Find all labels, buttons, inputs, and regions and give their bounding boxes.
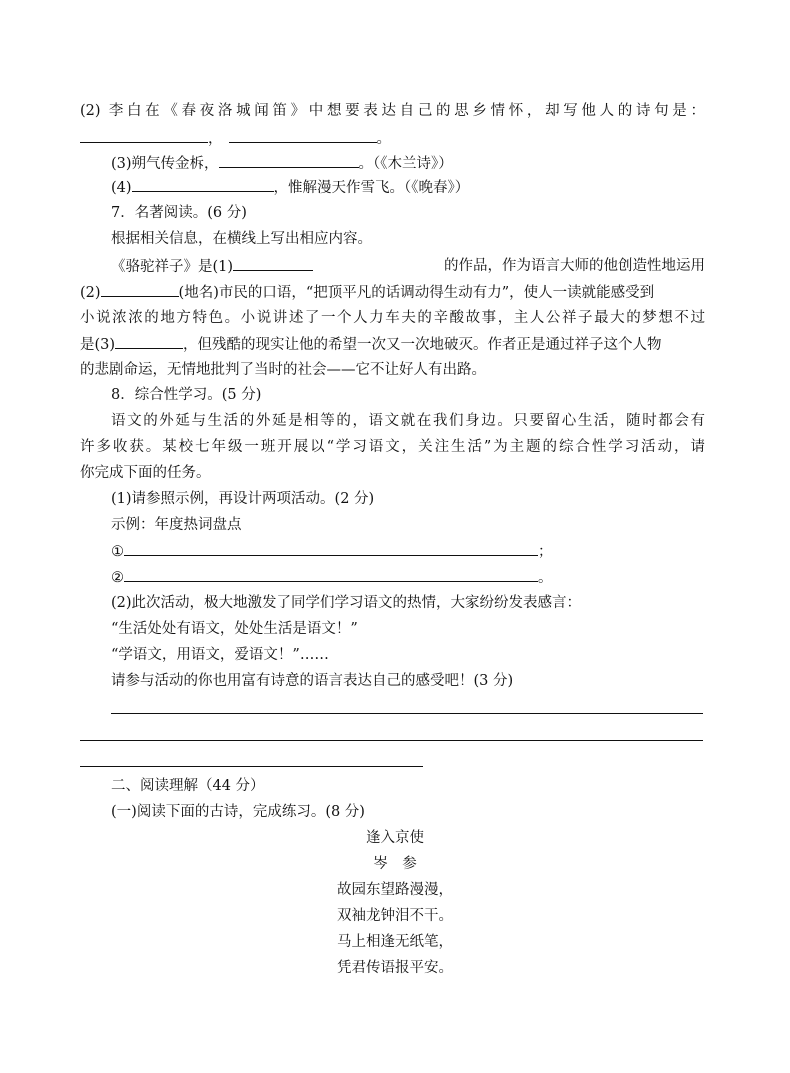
q8-blank-item1[interactable] xyxy=(124,541,538,556)
q8-para-2: 许多收获。某校七年级一班开展以“学习语文，关注生活”为主题的综合性学习活动，请 xyxy=(80,439,705,455)
q2-blank-1[interactable] xyxy=(80,128,208,143)
q8-sub2: (2)此次活动，极大地激发了同学们学习语文的热情，大家纷纷发表感言： xyxy=(111,595,582,611)
q3-line xyxy=(111,153,453,174)
q8-example: 示例：年度热词盘点 xyxy=(111,517,242,533)
q3-prefix: (3)朔气传金柝， xyxy=(111,156,219,172)
q8-item2-marker: ② xyxy=(111,570,124,586)
q8-item1-end: ； xyxy=(538,544,553,560)
q7-line-1 xyxy=(111,256,705,277)
q3-blank[interactable] xyxy=(219,153,359,168)
q8-item-2 xyxy=(111,567,553,588)
answer-line-2[interactable] xyxy=(80,740,703,741)
q3-suffix: 。（《木兰诗》） xyxy=(358,156,453,172)
q7-l4a: 是(3) xyxy=(80,337,116,353)
q7-blank-2[interactable] xyxy=(101,282,179,297)
q4-suffix: ，惟解漫天作雪飞。（《晚春》） xyxy=(273,180,470,196)
q8-item-1 xyxy=(111,541,553,562)
q2-end: 。 xyxy=(376,131,391,147)
q8-prompt: 请参与活动的你也用富有诗意的语言表达自己的感受吧！(3 分) xyxy=(111,673,514,689)
q7-title: 7．名著阅读。(6 分) xyxy=(111,205,247,221)
poem-line-1: 故园东望路漫漫， xyxy=(337,882,453,898)
q7-l4b: ，但残酷的现实让他的希望一次又一次地破灭。作者正是通过祥子这个人物 xyxy=(183,337,662,353)
section2-heading: 二、阅读理解（44 分） xyxy=(111,778,265,794)
poem-title: 逢入京使 xyxy=(366,830,424,846)
q8-item1-marker: ① xyxy=(111,544,124,560)
q4-prefix: (4) xyxy=(111,180,132,196)
q2-answer-line xyxy=(80,128,391,149)
q4-blank[interactable] xyxy=(132,177,274,192)
q7-line-2 xyxy=(80,282,654,303)
q8-para-1: 语文的外延与生活的外延是相等的，语文就在我们身边。只要留心生活，随时都会有 xyxy=(111,413,705,429)
q7-blank-3[interactable] xyxy=(115,334,183,349)
poem-line-4: 凭君传语报平安。 xyxy=(337,960,453,976)
q7-line-4 xyxy=(80,334,662,355)
q7-blank-1[interactable] xyxy=(233,256,313,271)
q8-item2-end: 。 xyxy=(538,570,553,586)
answer-line-3[interactable] xyxy=(80,766,423,767)
q7-l1a: 《骆驼祥子》是(1) xyxy=(111,259,234,275)
q7-l2b: (地名)市民的口语，“把顶平凡的话调动得生动有力”，使人一读就能感受到 xyxy=(178,285,655,301)
q2-comma: ， xyxy=(208,131,223,147)
q7-l2a: (2) xyxy=(80,285,101,301)
q8-blank-item2[interactable] xyxy=(124,567,538,582)
q4-line xyxy=(111,177,469,198)
q8-sub1: (1)请参照示例，再设计两项活动。(2 分) xyxy=(111,491,375,507)
q8-quote-2: “学语文，用语文，爱语文！”…… xyxy=(111,647,329,663)
poem-author: 岑 参 xyxy=(373,856,417,872)
q7-instruction: 根据相关信息，在横线上写出相应内容。 xyxy=(111,231,372,247)
q7-l1b: 的作品，作为语言大师的他创造性地运用 xyxy=(444,258,705,274)
answer-line-1[interactable] xyxy=(111,713,703,714)
q8-title: 8．综合性学习。(5 分) xyxy=(111,387,262,403)
poem-line-2: 双袖龙钟泪不干。 xyxy=(337,908,453,924)
section2-sub: (一)阅读下面的古诗，完成练习。(8 分) xyxy=(111,804,365,820)
q7-line-3: 小说浓浓的地方特色。小说讲述了一个人力车夫的辛酸故事，主人公祥子最大的梦想不过 xyxy=(80,310,705,326)
q8-para-3: 你完成下面的任务。 xyxy=(80,465,211,481)
q7-line-5: 的悲剧命运，无情地批判了当时的社会——它不让好人有出路。 xyxy=(80,362,486,378)
q8-quote-1: “生活处处有语文，处处生活是语文！” xyxy=(111,621,358,637)
q2-text: (2) 李白在《春夜洛城闻笛》中想要表达自己的思乡情怀，却写他人的诗句是： xyxy=(80,103,705,119)
q2-blank-2[interactable] xyxy=(229,128,377,143)
poem-line-3: 马上相逢无纸笔， xyxy=(337,934,453,950)
